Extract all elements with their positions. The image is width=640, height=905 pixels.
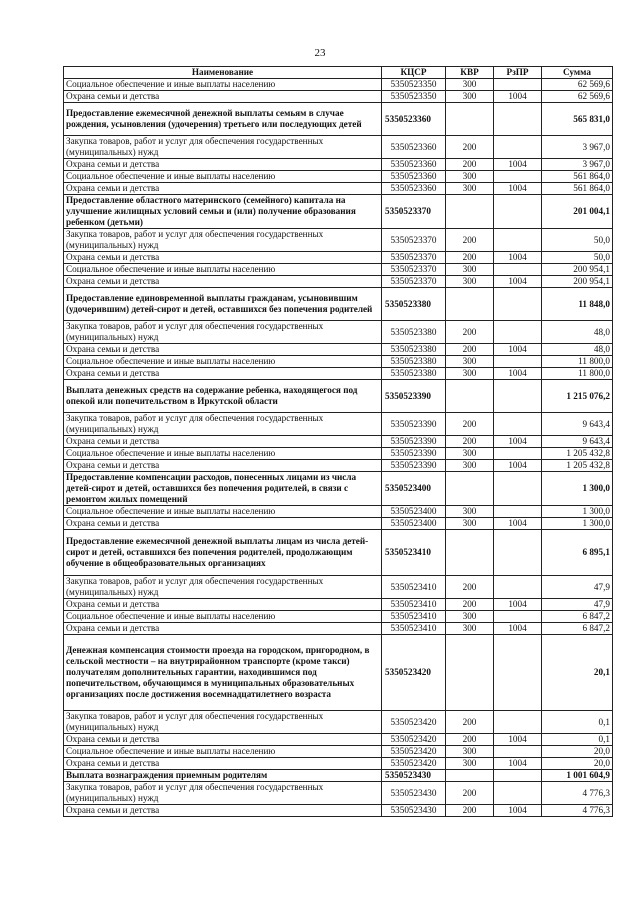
table-header-row [64, 67, 613, 79]
cell-name: Выплата вознаграждения приемным родителям [64, 770, 382, 782]
table-row [64, 171, 613, 183]
cell-name: Охрана семьи и детства [64, 368, 382, 380]
table-row [64, 623, 613, 635]
cell-kcsr: 5350523390 [382, 413, 446, 436]
cell-rzpr: 1004 [494, 91, 542, 103]
cell-sum: 47,9 [542, 599, 613, 611]
cell-name: Охрана семьи и детства [64, 805, 382, 817]
table-row [64, 576, 613, 599]
table-row [64, 635, 613, 711]
cell-kcsr: 5350523360 [382, 136, 446, 159]
cell-rzpr [494, 576, 542, 599]
cell-sum: 3 967,0 [542, 159, 613, 171]
cell-kvr: 300 [446, 758, 494, 770]
header-rzpr: РзПР [494, 67, 542, 79]
table-body [64, 79, 613, 817]
cell-sum: 11 800,0 [542, 356, 613, 368]
cell-kcsr: 5350523420 [382, 734, 446, 746]
cell-kcsr: 5350523380 [382, 288, 446, 321]
cell-kvr: 300 [446, 506, 494, 518]
cell-sum: 3 967,0 [542, 136, 613, 159]
cell-rzpr: 1004 [494, 368, 542, 380]
header-kvr: КВР [446, 67, 494, 79]
cell-sum: 48,0 [542, 344, 613, 356]
table-row [64, 599, 613, 611]
cell-rzpr: 1004 [494, 436, 542, 448]
cell-kcsr: 5350523410 [382, 611, 446, 623]
cell-name: Предоставление ежемесячной денежной выплаты лицам из числа детей-сирот и детей, оставшихся без попечения родителей, продолжающим обучение в общеобразовательных организациях [64, 530, 382, 576]
cell-kvr: 200 [446, 711, 494, 734]
cell-name: Социальное обеспечение и иные выплаты населению [64, 506, 382, 518]
cell-name: Предоставление единовременной выплаты гражданам, усыновившим (удочерившим) детей-сирот и детей, оставшихся без попечения родителей [64, 288, 382, 321]
cell-sum: 20,0 [542, 758, 613, 770]
cell-kvr: 300 [446, 746, 494, 758]
cell-kvr [446, 472, 494, 506]
cell-name: Закупка товаров, работ и услуг для обеспечения государственных (муниципальных) нужд [64, 413, 382, 436]
cell-name: Охрана семьи и детства [64, 436, 382, 448]
cell-kvr: 300 [446, 460, 494, 472]
cell-kvr: 200 [446, 252, 494, 264]
table-row [64, 805, 613, 817]
cell-name: Охрана семьи и детства [64, 599, 382, 611]
cell-rzpr: 1004 [494, 599, 542, 611]
cell-rzpr: 1004 [494, 518, 542, 530]
cell-rzpr [494, 195, 542, 229]
table-row [64, 758, 613, 770]
cell-sum: 6 847,2 [542, 623, 613, 635]
cell-kvr: 200 [446, 734, 494, 746]
cell-sum: 62 569,6 [542, 79, 613, 91]
cell-rzpr [494, 380, 542, 413]
cell-kvr: 300 [446, 623, 494, 635]
cell-kcsr: 5350523380 [382, 356, 446, 368]
header-kcsr: КЦСР [382, 67, 446, 79]
table-row [64, 356, 613, 368]
cell-sum: 9 643,4 [542, 436, 613, 448]
cell-kcsr: 5350523430 [382, 770, 446, 782]
cell-sum: 11 848,0 [542, 288, 613, 321]
cell-kcsr: 5350523360 [382, 159, 446, 171]
cell-kcsr: 5350523420 [382, 758, 446, 770]
cell-kcsr: 5350523360 [382, 183, 446, 195]
cell-rzpr [494, 103, 542, 136]
cell-rzpr [494, 264, 542, 276]
table-row [64, 103, 613, 136]
cell-kvr: 300 [446, 611, 494, 623]
cell-sum: 11 800,0 [542, 368, 613, 380]
cell-kvr: 200 [446, 159, 494, 171]
cell-rzpr [494, 288, 542, 321]
cell-rzpr: 1004 [494, 344, 542, 356]
cell-kvr: 200 [446, 321, 494, 344]
cell-name: Охрана семьи и детства [64, 518, 382, 530]
cell-rzpr [494, 635, 542, 711]
cell-rzpr [494, 506, 542, 518]
table-row [64, 79, 613, 91]
table-row [64, 782, 613, 805]
cell-rzpr [494, 79, 542, 91]
cell-rzpr: 1004 [494, 159, 542, 171]
cell-rzpr [494, 229, 542, 252]
cell-name: Социальное обеспечение и иные выплаты населению [64, 448, 382, 460]
cell-kvr: 300 [446, 264, 494, 276]
table-row [64, 711, 613, 734]
cell-kvr [446, 380, 494, 413]
budget-table [63, 66, 613, 817]
table-row [64, 530, 613, 576]
table-row [64, 472, 613, 506]
cell-name: Охрана семьи и детства [64, 183, 382, 195]
cell-sum: 565 831,0 [542, 103, 613, 136]
cell-kcsr: 5350523390 [382, 448, 446, 460]
cell-rzpr [494, 530, 542, 576]
cell-name: Закупка товаров, работ и услуг для обеспечения государственных (муниципальных) нужд [64, 711, 382, 734]
table-row [64, 368, 613, 380]
cell-sum: 201 004,1 [542, 195, 613, 229]
cell-kcsr: 5350523360 [382, 171, 446, 183]
cell-name: Охрана семьи и детства [64, 276, 382, 288]
cell-sum: 1 300,0 [542, 472, 613, 506]
cell-kcsr: 5350523390 [382, 380, 446, 413]
cell-kvr: 300 [446, 368, 494, 380]
cell-sum: 1 001 604,9 [542, 770, 613, 782]
cell-kvr [446, 288, 494, 321]
cell-kcsr: 5350523410 [382, 623, 446, 635]
cell-rzpr [494, 448, 542, 460]
cell-kvr [446, 635, 494, 711]
table-row [64, 276, 613, 288]
cell-name: Закупка товаров, работ и услуг для обеспечения государственных (муниципальных) нужд [64, 782, 382, 805]
cell-rzpr [494, 770, 542, 782]
cell-kvr: 300 [446, 171, 494, 183]
cell-kcsr: 5350523370 [382, 229, 446, 252]
cell-kvr: 200 [446, 805, 494, 817]
table-row [64, 229, 613, 252]
cell-kcsr: 5350523420 [382, 746, 446, 758]
cell-sum: 1 205 432,8 [542, 448, 613, 460]
cell-name: Охрана семьи и детства [64, 623, 382, 635]
table-row [64, 746, 613, 758]
cell-sum: 1 300,0 [542, 506, 613, 518]
table-row [64, 344, 613, 356]
table-row [64, 436, 613, 448]
cell-kcsr: 5350523410 [382, 530, 446, 576]
cell-name: Охрана семьи и детства [64, 734, 382, 746]
cell-sum: 200 954,1 [542, 264, 613, 276]
cell-sum: 6 895,1 [542, 530, 613, 576]
cell-rzpr [494, 711, 542, 734]
table-row [64, 611, 613, 623]
cell-sum: 9 643,4 [542, 413, 613, 436]
cell-name: Предоставление областного материнского (семейного) капитала на улучшение жилищных условий семьи и (или) получение образования ребенком (детьми) [64, 195, 382, 229]
cell-kvr [446, 530, 494, 576]
cell-sum: 200 954,1 [542, 276, 613, 288]
cell-kcsr: 5350523380 [382, 321, 446, 344]
cell-kcsr: 5350523370 [382, 252, 446, 264]
cell-kcsr: 5350523380 [382, 344, 446, 356]
cell-rzpr: 1004 [494, 623, 542, 635]
cell-name: Денежная компенсация стоимости проезда на городском, пригородном, в сельской местности – на внутрирайонном транспорте (кроме такси) получателям дополнительных гарантии, находившимся под попечительством, обучающимся в муниципальных образовательных организациях после достижения восемнадцатилетнего возраста [64, 635, 382, 711]
cell-name: Предоставление компенсации расходов, понесенных лицами из числа детей-сирот и детей, оставшихся без попечения родителей, в связи с ремонтом жилых помещений [64, 472, 382, 506]
table-row [64, 195, 613, 229]
cell-name: Охрана семьи и детства [64, 460, 382, 472]
cell-kvr [446, 770, 494, 782]
table-row [64, 770, 613, 782]
cell-sum: 1 205 432,8 [542, 460, 613, 472]
cell-kvr: 200 [446, 576, 494, 599]
cell-rzpr: 1004 [494, 252, 542, 264]
cell-kvr: 200 [446, 344, 494, 356]
table-row [64, 413, 613, 436]
cell-kcsr: 5350523390 [382, 460, 446, 472]
cell-kcsr: 5350523380 [382, 368, 446, 380]
table-row [64, 264, 613, 276]
cell-kcsr: 5350523420 [382, 711, 446, 734]
table-row [64, 460, 613, 472]
cell-kcsr: 5350523420 [382, 635, 446, 711]
table-row [64, 380, 613, 413]
cell-kcsr: 5350523390 [382, 436, 446, 448]
table-row [64, 518, 613, 530]
table-row [64, 183, 613, 195]
cell-kvr: 300 [446, 448, 494, 460]
cell-kvr: 300 [446, 183, 494, 195]
cell-sum: 50,0 [542, 252, 613, 264]
cell-sum: 20,1 [542, 635, 613, 711]
cell-name: Социальное обеспечение и иные выплаты населению [64, 264, 382, 276]
cell-name: Охрана семьи и детства [64, 91, 382, 103]
table-row [64, 321, 613, 344]
cell-rzpr [494, 356, 542, 368]
cell-sum: 47,9 [542, 576, 613, 599]
cell-sum: 1 215 076,2 [542, 380, 613, 413]
cell-sum: 4 776,3 [542, 782, 613, 805]
cell-name: Социальное обеспечение и иные выплаты населению [64, 79, 382, 91]
cell-name: Закупка товаров, работ и услуг для обеспечения государственных (муниципальных) нужд [64, 229, 382, 252]
table-row [64, 136, 613, 159]
cell-kvr [446, 195, 494, 229]
cell-kcsr: 5350523370 [382, 195, 446, 229]
cell-name: Закупка товаров, работ и услуг для обеспечения государственных (муниципальных) нужд [64, 136, 382, 159]
cell-rzpr [494, 413, 542, 436]
cell-rzpr [494, 611, 542, 623]
cell-sum: 50,0 [542, 229, 613, 252]
cell-rzpr [494, 746, 542, 758]
cell-kvr: 200 [446, 229, 494, 252]
table-row [64, 91, 613, 103]
table-row [64, 448, 613, 460]
cell-name: Выплата денежных средств на содержание ребенка, находящегося под опекой или попечительством в Иркутской области [64, 380, 382, 413]
cell-rzpr: 1004 [494, 758, 542, 770]
cell-kcsr: 5350523400 [382, 472, 446, 506]
cell-name: Социальное обеспечение и иные выплаты населению [64, 171, 382, 183]
cell-name: Охрана семьи и детства [64, 159, 382, 171]
cell-kvr: 300 [446, 79, 494, 91]
cell-kvr: 200 [446, 599, 494, 611]
cell-kcsr: 5350523400 [382, 506, 446, 518]
cell-kvr [446, 103, 494, 136]
cell-name: Социальное обеспечение и иные выплаты населению [64, 746, 382, 758]
cell-kcsr: 5350523410 [382, 576, 446, 599]
cell-kvr: 200 [446, 782, 494, 805]
page-number: 23 [314, 47, 326, 59]
cell-kvr: 300 [446, 356, 494, 368]
cell-name: Закупка товаров, работ и услуг для обеспечения государственных (муниципальных) нужд [64, 321, 382, 344]
cell-kvr: 200 [446, 436, 494, 448]
table-row [64, 288, 613, 321]
cell-kcsr: 5350523360 [382, 103, 446, 136]
cell-sum: 6 847,2 [542, 611, 613, 623]
header-sum: Сумма [542, 67, 613, 79]
cell-kcsr: 5350523430 [382, 782, 446, 805]
cell-rzpr [494, 321, 542, 344]
cell-sum: 0,1 [542, 734, 613, 746]
cell-name: Охрана семьи и детства [64, 758, 382, 770]
cell-kcsr: 5350523430 [382, 805, 446, 817]
cell-kcsr: 5350523410 [382, 599, 446, 611]
cell-kcsr: 5350523350 [382, 79, 446, 91]
cell-kvr: 300 [446, 518, 494, 530]
cell-kcsr: 5350523370 [382, 276, 446, 288]
cell-sum: 1 300,0 [542, 518, 613, 530]
table-row [64, 159, 613, 171]
cell-sum: 561 864,0 [542, 171, 613, 183]
cell-kvr: 300 [446, 91, 494, 103]
cell-name: Охрана семьи и детства [64, 252, 382, 264]
table-row [64, 734, 613, 746]
cell-rzpr: 1004 [494, 183, 542, 195]
cell-rzpr [494, 782, 542, 805]
cell-sum: 0,1 [542, 711, 613, 734]
cell-kcsr: 5350523400 [382, 518, 446, 530]
cell-rzpr: 1004 [494, 734, 542, 746]
table-row [64, 506, 613, 518]
cell-rzpr: 1004 [494, 460, 542, 472]
cell-rzpr: 1004 [494, 805, 542, 817]
cell-kvr: 200 [446, 413, 494, 436]
cell-kcsr: 5350523370 [382, 264, 446, 276]
cell-sum: 20,0 [542, 746, 613, 758]
cell-rzpr [494, 472, 542, 506]
cell-sum: 561 864,0 [542, 183, 613, 195]
cell-rzpr [494, 171, 542, 183]
cell-sum: 62 569,6 [542, 91, 613, 103]
cell-sum: 48,0 [542, 321, 613, 344]
cell-kvr: 200 [446, 136, 494, 159]
cell-kcsr: 5350523350 [382, 91, 446, 103]
cell-name: Закупка товаров, работ и услуг для обеспечения государственных (муниципальных) нужд [64, 576, 382, 599]
cell-name: Охрана семьи и детства [64, 344, 382, 356]
cell-kvr: 300 [446, 276, 494, 288]
table-row [64, 252, 613, 264]
cell-rzpr [494, 136, 542, 159]
cell-name: Социальное обеспечение и иные выплаты населению [64, 356, 382, 368]
header-name: Наименование [64, 67, 382, 79]
cell-name: Предоставление ежемесячной денежной выплаты семьям в случае рождения, усыновления (удочерения) третьего или последующих детей [64, 103, 382, 136]
cell-sum: 4 776,3 [542, 805, 613, 817]
cell-name: Социальное обеспечение и иные выплаты населению [64, 611, 382, 623]
cell-rzpr: 1004 [494, 276, 542, 288]
